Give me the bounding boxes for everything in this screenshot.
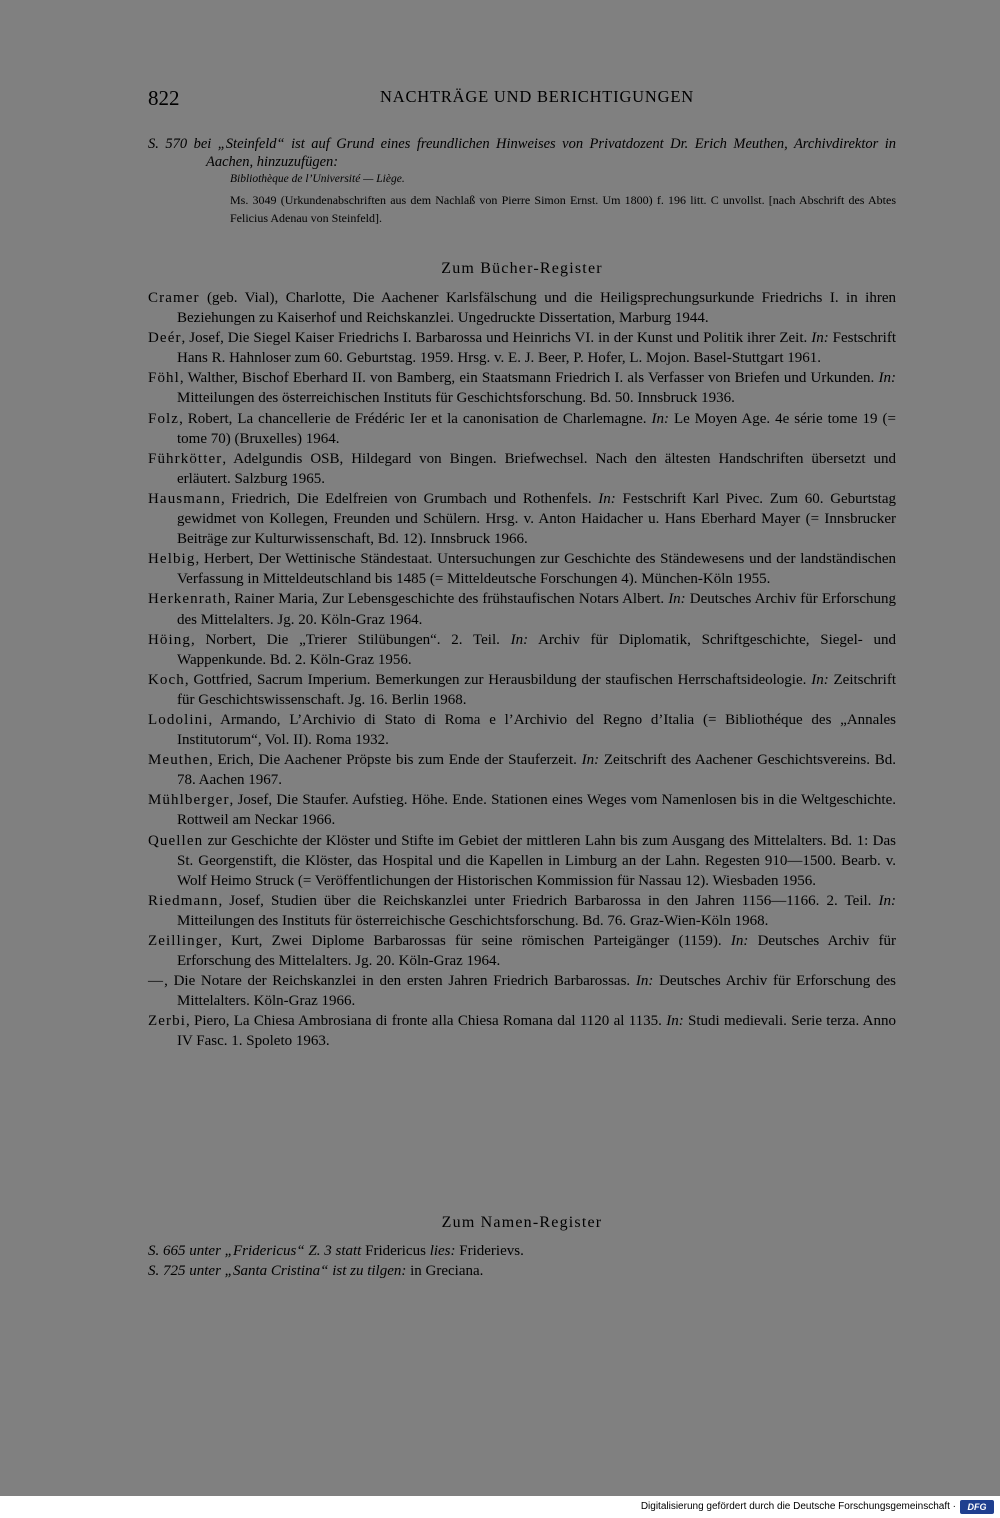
running-title: NACHTRÄGE UND BERICHTIGUNGEN: [380, 87, 694, 106]
note-instruction: lies:: [429, 1243, 456, 1259]
entry-in-marker: In:: [635, 973, 654, 990]
entry-author: Mühlberger: [148, 792, 230, 809]
entry-text-continued: Archiv für Diplomatik, Schriftgeschichte, Siegel- und Wappenkunde. Bd. 2. Köln-Graz 1956.: [177, 631, 896, 668]
entry-text-continued: Zeitschrift für Geschichtswissenschaft. Jg. 16. Berlin 1968.: [177, 671, 896, 708]
entry-text: , Herbert, Der Wettinische Ständestaat. Untersuchungen zur Geschichte des Ständewesens und der landständischen Verfassung in Mitteldeutschland bis 1485 (= Mitteldeutsche Forschungen 4). München-Köln 1955.: [177, 551, 896, 588]
bibliography-entry: [148, 1011, 896, 1051]
note-term: in Greciana.: [406, 1263, 484, 1279]
books-register-list: [148, 288, 896, 1052]
page-number: 822: [148, 86, 180, 110]
entry-author: Riedmann: [148, 892, 219, 909]
entry-in-marker: In:: [651, 410, 670, 427]
entry-author: —: [148, 973, 165, 990]
addendum-steinfeld: [148, 135, 896, 227]
bibliography-entry: [148, 931, 896, 971]
addendum-lead: S. 570 bei „Steinfeld“ ist auf Grund eines freundlichen Hinweises von Privatdozent Dr. Erich Meuthen, Archivdirektor in Aachen, hinzuzufügen:: [148, 136, 896, 170]
bibliography-entry: [148, 549, 896, 589]
entry-author: Führkötter: [148, 450, 223, 467]
entry-text-continued: Le Moyen Age. 4e série tome 19 (= tome 70) (Bruxelles) 1964.: [177, 410, 896, 447]
entry-text: , Josef, Die Siegel Kaiser Friedrichs I. Barbarossa und Heinrichs VI. in der Kunst und Politik ihrer Zeit.: [181, 330, 812, 347]
dfg-logo-text: DFG: [967, 1502, 987, 1512]
entry-text: , Erich, Die Aachener Pröpste bis zum Ende der Stauferzeit.: [209, 752, 582, 769]
entry-text-continued: Mitteilungen des österreichischen Instituts für Geschichtsforschung. Bd. 50. Innsbruck 1936.: [177, 390, 735, 407]
page-footer: [0, 1496, 1000, 1518]
addendum-manuscript: Ms. 3049 (Urkundenabschriften aus dem Nachlaß von Pierre Simon Ernst. Um 1800) f. 196 litt. C unvollst. [nach Abschrift des Abtes Felicius Adenau von Steinfeld].: [230, 193, 896, 225]
entry-text-continued: Festschrift Karl Pivec. Zum 60. Geburtstag gewidmet von Kollegen, Freunden und Schülern. Hrsg. v. Anton Haidacher u. Hans Eberhard Mayer (= Innsbrucker Beiträge zur Kulturwissenschaft, Bd. 12). Innsbruck 1966.: [177, 490, 897, 548]
entry-in-marker: In:: [666, 1013, 684, 1030]
bibliography-entry: [148, 790, 896, 830]
name-register-note: [148, 1261, 896, 1281]
note-term: Friderievs.: [455, 1243, 524, 1259]
bibliography-entry: [148, 750, 896, 790]
entry-text: (geb. Vial), Charlotte, Die Aachener Karlsfälschung und die Heiligsprechungsurkunde Friedrichs I. in ihren Beziehungen zu Kaiserhof und Reichskanzlei. Ungedruckte Dissertation, Marburg 1944.: [177, 290, 896, 327]
entry-text: , Norbert, Die „Trierer Stilübungen“. 2. Teil.: [191, 631, 511, 648]
books-register-heading: Zum Bücher-Register: [441, 260, 603, 277]
entry-in-marker: In:: [730, 933, 749, 949]
note-instruction: S. 665 unter „Fridericus“ Z. 3 statt: [148, 1243, 362, 1259]
entry-text-continued: Festschrift Hans R. Hahnloser zum 60. Geburtstag. 1959. Hrsg. v. E. J. Beer, P. Hofer, L. Mojon. Basel-Stuttgart 1961.: [177, 330, 896, 367]
entry-text: , Piero, La Chiesa Ambrosiana di fronte alla Chiesa Romana dal 1120 al 1135.: [185, 1013, 667, 1030]
names-register-list: [148, 1241, 896, 1281]
note-instruction: S. 725 unter „Santa Cristina“ ist zu tilgen:: [148, 1263, 407, 1279]
funding-notice: Digitalisierung gefördert durch die Deutsche Forschungsgemeinschaft ·: [640, 1501, 956, 1512]
bibliography-entry: [148, 670, 896, 710]
name-register-note: [148, 1241, 896, 1261]
entry-text-continued: Deutsches Archiv für Erforschung des Mittelalters. Jg. 20. Köln-Graz 1964.: [177, 591, 896, 628]
entry-text-continued: Zeitschrift des Aachener Geschichtsvereins. Bd. 78. Aachen 1967.: [177, 752, 896, 789]
entry-text: , Gottfried, Sacrum Imperium. Bemerkungen zur Herausbildung der staufischen Herrschaftsideologie.: [184, 671, 812, 688]
entry-author: Höing: [148, 631, 191, 648]
entry-text-continued: Deutsches Archiv für Erforschung des Mittelalters. Köln-Graz 1966.: [177, 973, 896, 1010]
dfg-logo: [960, 1500, 994, 1514]
entry-text: , Walther, Bischof Eberhard II. von Bamberg, ein Staatsmann Friedrich I. als Verfasser von Briefen und Urkunden.: [179, 370, 879, 387]
entry-text-continued: Deutsches Archiv für Erforschung des Mittelalters. Jg. 20. Köln-Graz 1964.: [177, 933, 896, 970]
bibliography-entry: [148, 328, 896, 368]
bibliography-entry: [148, 891, 896, 931]
entry-author: Folz: [148, 410, 180, 427]
entry-author: Lodolini: [148, 711, 209, 728]
entry-in-marker: In:: [581, 752, 600, 769]
entry-author: Föhl: [148, 370, 180, 387]
bibliography-entry: [148, 409, 896, 449]
entry-text-continued: Studi medievali. Serie terza. Anno IV Fasc. 1. Spoleto 1963.: [177, 1013, 897, 1050]
entry-author: Hausmann: [148, 490, 221, 507]
bibliography-entry: [148, 449, 896, 489]
entry-author: Herkenrath: [148, 591, 227, 608]
entry-text: , Rainer Maria, Zur Lebensgeschichte des frühstaufischen Notars Albert.: [226, 591, 669, 608]
entry-author: Koch: [148, 671, 185, 688]
bibliography-entry: [148, 831, 896, 891]
entry-in-marker: In:: [668, 591, 686, 608]
bibliography-entry: [148, 971, 896, 1011]
entry-in-marker: In:: [811, 671, 829, 688]
entry-in-marker: In:: [878, 892, 896, 909]
entry-author: Meuthen: [148, 752, 210, 769]
entry-text: , Armando, L’Archivio di Stato di Roma e l’Archivio del Regno d’Italia (= Bibliothéque des „Annales Institutorum“, Vol. II). Roma 1932.: [177, 711, 896, 749]
bibliography-entry: [148, 710, 896, 750]
bibliography-entry: [148, 630, 896, 670]
entry-in-marker: In:: [598, 490, 616, 507]
entry-text: , Robert, La chancellerie de Frédéric Ier et la canonisation de Charlemagne.: [179, 410, 652, 427]
bibliography-entry: [148, 368, 896, 408]
bibliography-entry: [148, 288, 896, 328]
entry-text: , Josef, Die Staufer. Aufstieg. Höhe. Ende. Stationen eines Weges vom Namenlosen bis in die Weltgeschichte. Rottweil am Neckar 1966.: [177, 792, 896, 829]
entry-text: , Die Notare der Reichskanzlei in den ersten Jahren Friedrich Barbarossas.: [164, 973, 636, 990]
entry-author: Cramer: [148, 290, 200, 306]
entry-text-continued: Mitteilungen des Instituts für österreichische Geschichtsforschung. Bd. 76. Graz-Wien-Köln 1968.: [177, 912, 769, 929]
entry-author: Deér: [148, 330, 182, 347]
entry-in-marker: In:: [811, 330, 829, 347]
entry-author: Zerbi: [148, 1013, 186, 1030]
entry-in-marker: In:: [510, 631, 529, 648]
names-register-heading: Zum Namen-Register: [441, 1214, 603, 1231]
entry-text: , Kurt, Zwei Diplome Barbarossas für seine römischen Parteigänger (1159).: [218, 933, 731, 949]
entry-text: , Adelgundis OSB, Hildegard von Bingen. Briefwechsel. Nach den ältesten Handschriften übersetzt und erläutert. Salzburg 1965.: [177, 450, 896, 487]
page-header: [148, 86, 896, 110]
entry-author: Quellen: [148, 832, 204, 849]
bibliography-entry: [148, 489, 896, 549]
entry-author: Zeillinger: [148, 933, 219, 949]
addendum-library: Bibliothèque de l’Université — Liège.: [230, 173, 405, 185]
note-term: Fridericus: [361, 1243, 430, 1259]
entry-in-marker: In:: [878, 370, 896, 387]
entry-text: , Josef, Studien über die Reichskanzlei unter Friedrich Barbarossa in den Jahren 1156—1166. 2. Teil.: [218, 892, 879, 909]
entry-author: Helbig: [148, 551, 196, 568]
entry-text: , Friedrich, Die Edelfreien von Grumbach und Rothenfels.: [220, 490, 599, 507]
bibliography-entry: [148, 589, 896, 629]
entry-text: zur Geschichte der Klöster und Stifte im Gebiet der mittleren Lahn bis zum Ausgang des Mittelalters. Bd. 1: Das St. Georgenstift, die Klöster, das Hospital und die Kapellen in Limburg an der Lahn. Regesten 910—1500. Bearb. v. Wolf Heimo Struck (= Veröffentlichungen der Historischen Kommission für Nassau 12). Wiesbaden 1956.: [177, 832, 896, 889]
